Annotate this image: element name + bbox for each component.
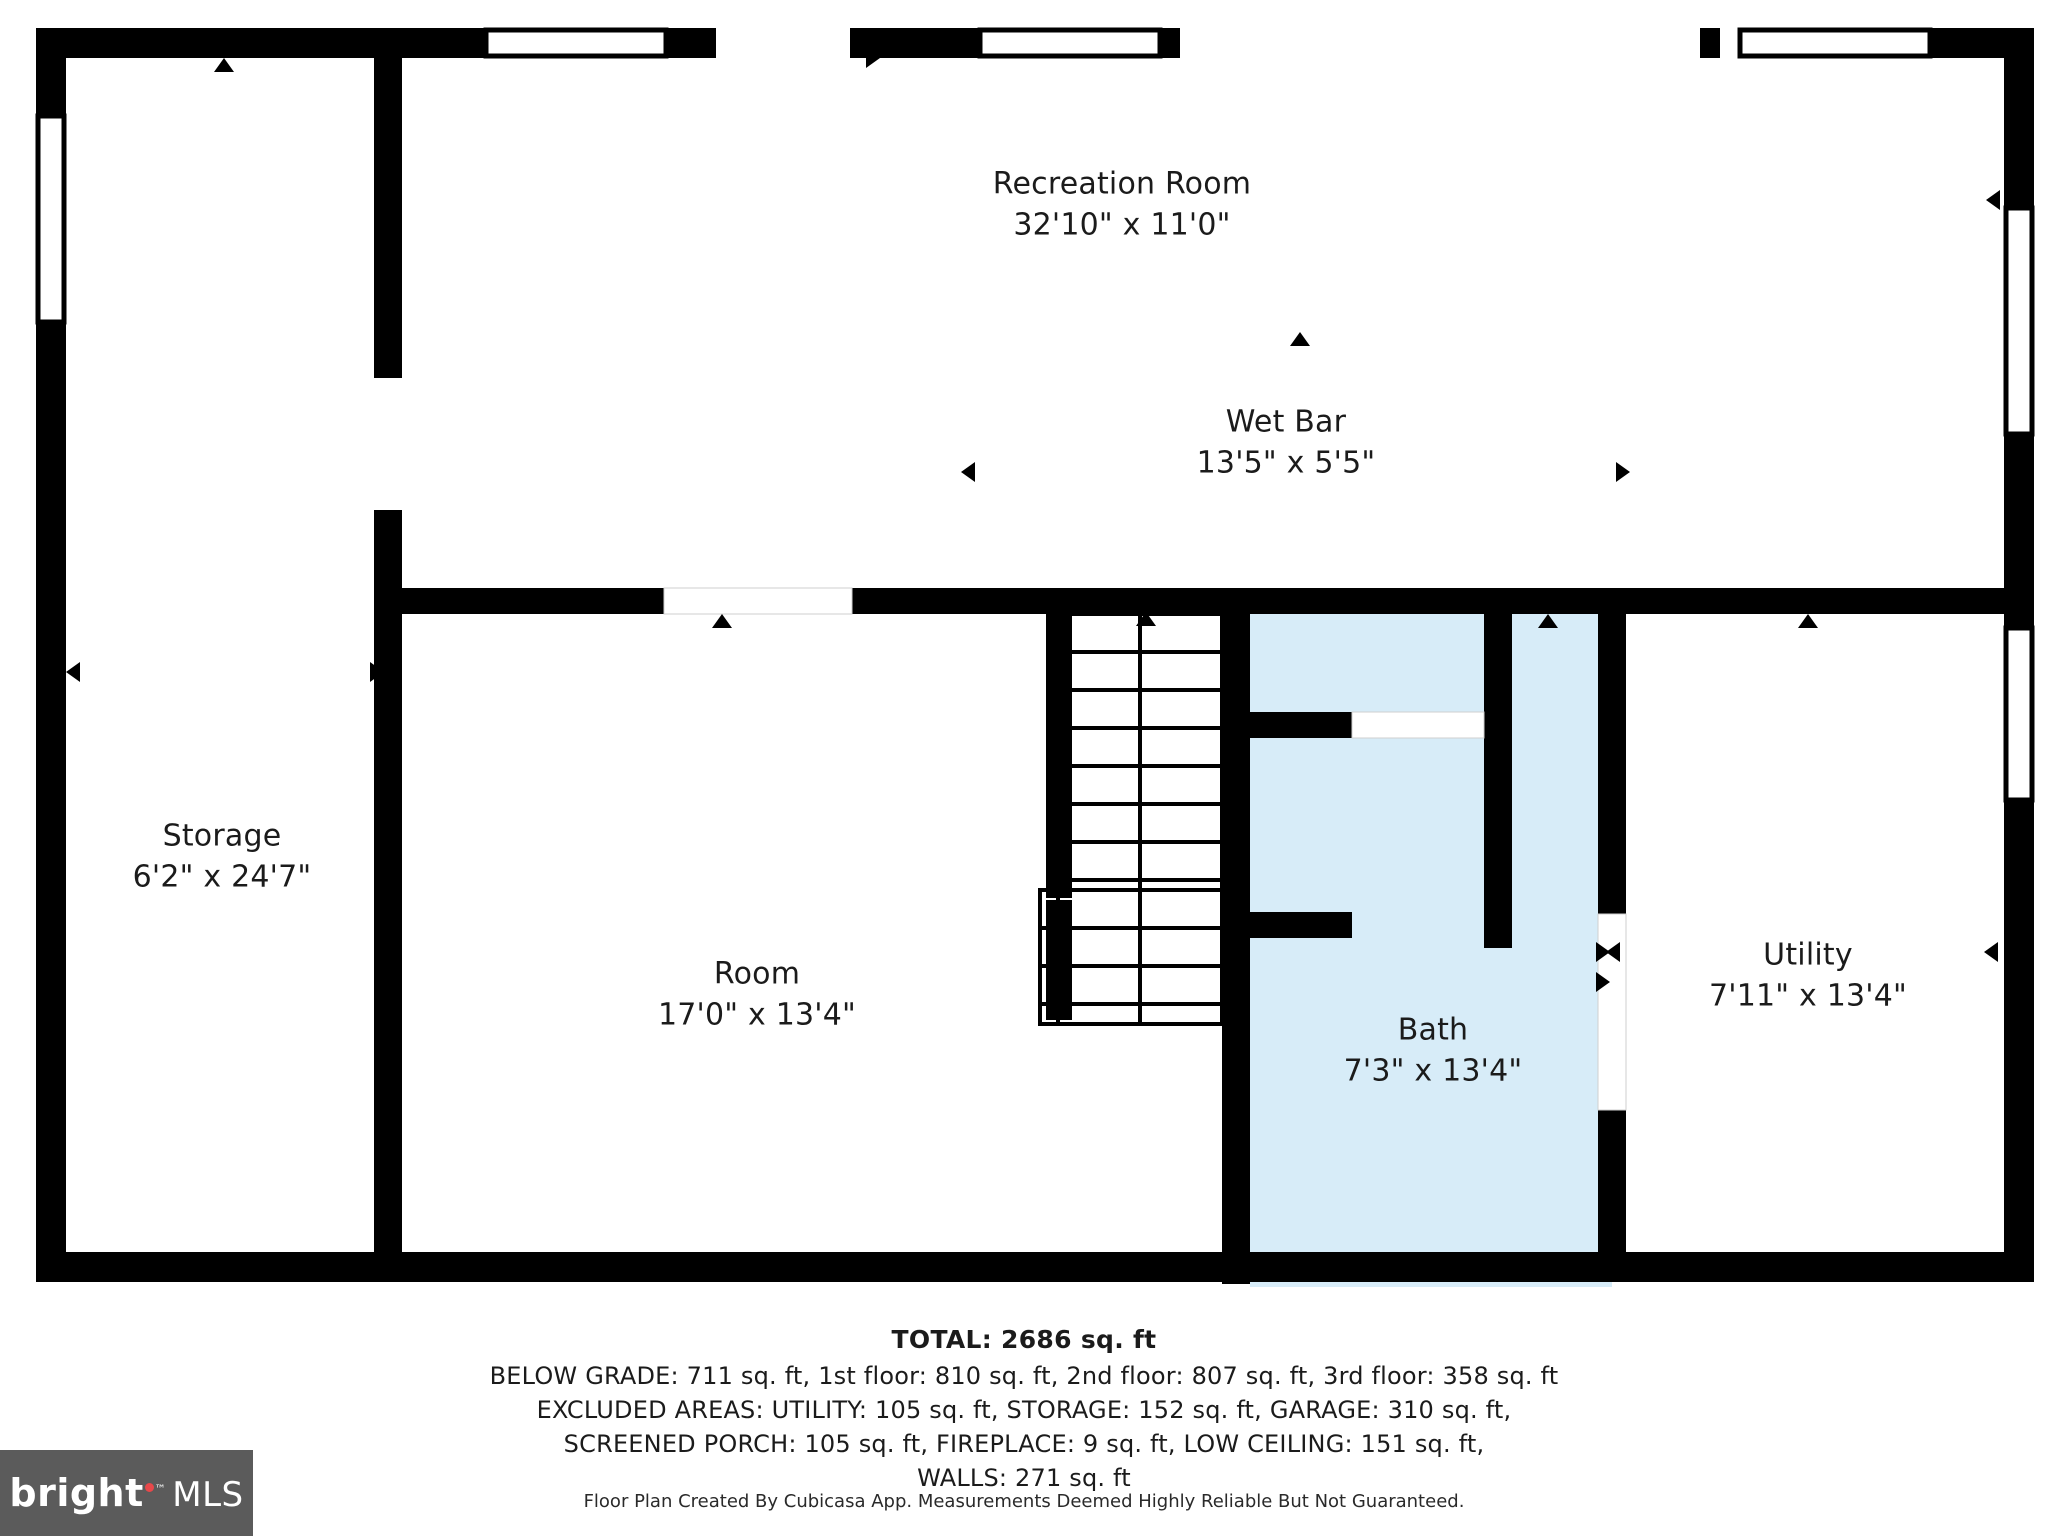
disclaimer-text: Floor Plan Created By Cubicasa App. Measurements Deemed Highly Reliable But Not Guaranteed. [583,1491,1465,1512]
room-name: Recreation Room [992,166,1252,202]
logo-dot-icon [145,1483,154,1492]
room-name: Utility [1763,937,1853,973]
room-dims: 7'3" x 13'4" [1343,1053,1523,1088]
room-label-recreation-room [993,165,1251,246]
area-summary [0,1325,2048,1495]
room-name: Storage [162,818,282,854]
room-name: Room [713,956,801,992]
room-name: Wet Bar [1225,404,1347,440]
room-name: Bath [1397,1012,1469,1048]
room-dims: 32'10" x 11'0" [1013,207,1231,242]
summary-line-walls: WALLS: 271 sq. ft [917,1464,1131,1493]
total-area-text: TOTAL: 2686 sq. ft [891,1325,1157,1354]
summary-line-excluded-areas: EXCLUDED AREAS: UTILITY: 105 sq. ft, STORAGE: 152 sq. ft, GARAGE: 310 sq. ft, [536,1396,1512,1425]
room-label-storage [133,817,312,898]
room-dims: 13'5" x 5'5" [1196,445,1376,480]
summary-line-below-grade: BELOW GRADE: 711 sq. ft, 1st floor: 810 sq. ft, 2nd floor: 807 sq. ft, 3rd floor: 358 sq. ft [489,1362,1559,1390]
bright-mls-logo [0,1450,253,1536]
room-label-bath [1344,1011,1523,1092]
room-label-room [658,955,856,1036]
logo-text [9,1471,243,1515]
logo-suffix: MLS [172,1475,244,1515]
summary-line-excluded-areas-cont: SCREENED PORCH: 105 sq. ft, FIREPLACE: 9 sq. ft, LOW CEILING: 151 sq. ft, [563,1430,1485,1459]
room-label-utility [1709,936,1907,1017]
logo-tm: ™ [154,1482,167,1496]
room-dims: 17'0" x 13'4" [657,997,857,1032]
room-label-wet-bar [1197,403,1376,484]
room-dims: 6'2" x 24'7" [132,859,312,894]
logo-brand: bright [9,1471,144,1515]
room-dims: 7'11" x 13'4" [1708,978,1908,1013]
